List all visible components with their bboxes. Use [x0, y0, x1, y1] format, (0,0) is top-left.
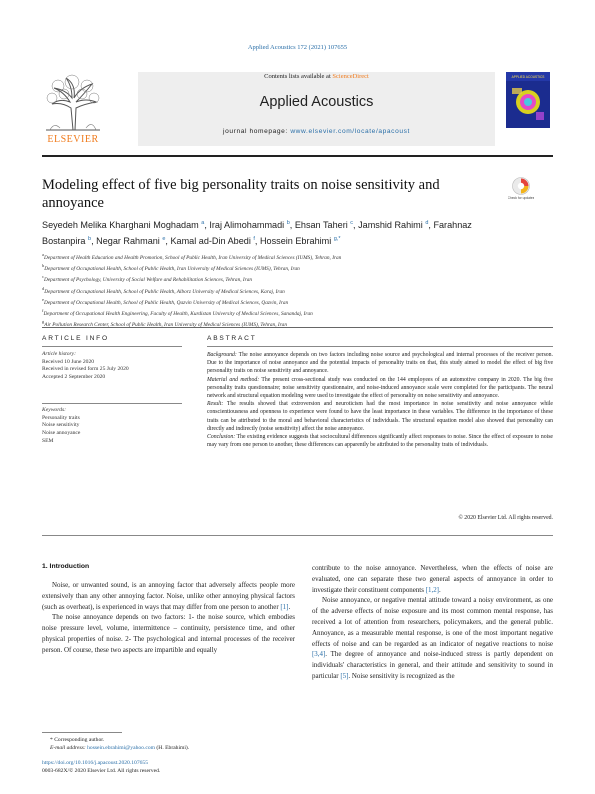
- author-2[interactable]: Iraj Alimohammadi $^b$: [209, 220, 290, 231]
- author-4[interactable]: Jamshid Rahimi $^d$: [358, 220, 429, 231]
- affiliation-g: $^g$Air Pollution Research Center, School of Public Health, Iran University of Medical Sciences (IUMS), Tehran, Iran: [42, 319, 287, 328]
- abstract-divider: [42, 535, 553, 536]
- abstract-heading: ABSTRACT: [207, 335, 257, 342]
- citation-link[interactable]: [1]: [280, 602, 289, 611]
- corresponding-author-footnote: [50, 736, 295, 752]
- section-heading-introduction: 1. Introduction: [42, 563, 90, 570]
- contents-line: [138, 73, 495, 80]
- keywords-label: Keywords:: [42, 407, 67, 413]
- affiliation-d: $^d$Department of Occupational Health, School of Public Health, Alborz University of Medical Sciences, Karaj, Iran: [42, 285, 285, 295]
- keywords: [42, 407, 182, 446]
- article-info-rule: [42, 346, 182, 347]
- cover-title: APPLIED ACOUSTICS: [511, 75, 545, 79]
- body-right-column: [312, 563, 553, 682]
- intro-paragraph-continued: contribute to the noise annoyance. Nevertheless, when the effects of noise are evaluated, one can separate these two general aspects of annoyance in order to investigate their constituent components [1,2].: [312, 564, 553, 594]
- affiliation-c: $^c$Department of Psychology, University of Social Welfare and Rehabilitation Sciences, Tehran, Iran: [42, 274, 252, 284]
- issn-line: 0003-682X/© 2020 Elsevier Ltd. All rights reserved.: [42, 768, 161, 775]
- corresponding-label: * Corresponding author.: [50, 737, 105, 743]
- homepage-link[interactable]: www.elsevier.com/locate/apacoust: [290, 128, 410, 135]
- author-8[interactable]: Hossein Ebrahimi $^{g,*}$: [259, 235, 341, 246]
- doi-link[interactable]: https://doi.org/10.1016/j.apacoust.2020.107655: [42, 760, 149, 766]
- journal-citation[interactable]: Applied Acoustics 172 (2021) 107655: [247, 44, 348, 51]
- abstract-rule: [207, 346, 553, 347]
- author-1[interactable]: Seyedeh Melika Kharghani Moghadam $^a$: [42, 220, 205, 231]
- publisher-name[interactable]: ELSEVIER: [47, 134, 99, 145]
- homepage-prefix: journal homepage:: [223, 128, 288, 135]
- journal-title: Applied Acoustics: [259, 94, 374, 110]
- history-revised: Received in revised form 25 July 2020: [42, 366, 129, 373]
- check-badge-label: Check for updates: [508, 196, 534, 200]
- article-history: [42, 351, 182, 382]
- abstract-text: [207, 351, 553, 449]
- abstract-methods: Material and method: The present cross-sectional study was conducted on the 144 employees of an automotive company in 2020. The big five personality traits questionnaire; noise sensitivity questionnaire, and noise-induced annoyance scale were completed for the participants. The neural network and structural equation modeling were used to investigate the effect of personality on noise sensitivity and annoyance.: [207, 376, 553, 400]
- email-line: E-mail address: hossein.ebrahimi@yahoo.com (H. Ebrahimi).: [50, 745, 190, 752]
- history-label: Article history:: [42, 351, 77, 357]
- affiliation-b: $^b$Department of Occupational Health, School of Public Health, Iran University of Medical Sciences (IUMS), Tehran, Iran: [42, 263, 300, 272]
- intro-paragraph-1: Noise, or unwanted sound, is an annoying factor that adversely affects people more extensively than any other annoying factor. Noise, unlike other annoying physical factors (such as overheat), is experienced in ways that may differ from one person to another [1].: [42, 581, 295, 611]
- header-divider: [42, 155, 553, 157]
- affiliation-f: $^f$Department of Occupational Health Engineering, Faculty of Health, Kurdistan University of Medical Sciences, Sanandaj, Iran: [42, 307, 313, 317]
- affiliation-list: [42, 251, 512, 329]
- history-accepted: Accepted 2 September 2020: [42, 374, 106, 381]
- author-3[interactable]: Ehsan Taheri $^c$: [294, 220, 354, 231]
- author-7[interactable]: Kamal ad-Din Abedi $^f$: [170, 235, 255, 246]
- author-list: Seyedeh Melika Kharghani Moghadam $^a$, Iraj Alimohammadi $^b$, Ehsan Taheri $^c$, Jamshid Rahimi $^d$, Farahnaz Bostanpira $^b$, Negar Rahmani $^e$, Kamal ad-Din Abedi $^f$, Hossein Ebrahimi $^{g,*}$: [42, 220, 472, 246]
- citation-link[interactable]: [1,2]: [425, 585, 439, 594]
- journal-cover-image[interactable]: [506, 72, 550, 128]
- email-link[interactable]: hossein.ebrahimi@yahoo.com: [87, 745, 156, 752]
- journal-homepage: [138, 128, 495, 135]
- history-received: Received 10 June 2020: [42, 358, 95, 365]
- affiliation-e: $^e$Department of Occupational Health, School of Public Health, Qazvin University of Medical Sciences, Qazvin, Iran: [42, 296, 289, 306]
- article-info-heading: ARTICLE INFO: [42, 335, 109, 342]
- affiliations-divider: [42, 327, 553, 328]
- abstract-results: Result: The results showed that extroversion and neuroticism had the most importance in noise sensitivity and noise annoyance while conscientiousness and openness to experience were found to have the least importance in these variables. The difference in the importance of these traits can be attributed to the moral and behavioral characteristics of individuals. The structural equation model also showed that personality can directly and indirectly (noise sensitivity) affect the noise annoyance.: [207, 401, 553, 432]
- body-left-column: [42, 563, 295, 656]
- author-6[interactable]: Negar Rahmani $^e$: [96, 235, 166, 246]
- intro-paragraph-3: Noise annoyance, or negative mental attitude toward a noisy environment, as one of the adverse effects of noise exposure and its most common mental response, has received a lot of attention from researchers, policymakers, and the general public. Annoyance, as a measurable mental response, is one of the most important negative effects of noise and can be regarded as an indicator of negative reactions to noise [3,4]. The degree of annoyance and noise-induced stress is partly dependent on individuals' characteristics in general, and their attitude and sensitivity to sound in particular [5]. Noise sensitivity is recognized as the: [312, 596, 553, 680]
- footnote-rule: [42, 732, 122, 733]
- article-info-rule-2: [42, 403, 182, 404]
- doi-block: [42, 759, 302, 775]
- elsevier-tree-logo: [42, 72, 104, 134]
- affiliation-a: $^a$Department of Health Education and Health Promotion, School of Public Health, Iran University of Medical Sciences (IUMS), Tehran, Iran: [42, 252, 342, 261]
- author-5[interactable]: Farahnaz Bostanpira $^b$: [42, 220, 472, 246]
- sciencedirect-link[interactable]: ScienceDirect: [332, 73, 369, 80]
- keyword-item: SEM: [42, 437, 54, 444]
- check-for-updates-badge[interactable]: [508, 176, 534, 204]
- citation-link[interactable]: [5]: [340, 671, 349, 680]
- keyword-item: Noise sensitivity: [42, 422, 80, 429]
- citation-link[interactable]: [3,4]: [312, 650, 326, 659]
- abstract-background: Background: The noise annoyance depends on two factors including noise source and psychological and internal processes of the receiver person. Due to the importance of noise annoyance and the potential impacts of personality traits on that, this study aimed to model the effect of big five personality traits on noise sensitivity and annoyance.: [207, 352, 553, 375]
- keyword-item: Noise annoyance: [42, 430, 81, 437]
- abstract-conclusion: Conclusion: The existing evidence suggests that sociocultural differences significantly affect responses to noise. Since the effect of exposure to noise may vary from one person to another, these differences can apparently be attributed to the personality traits of individuals.: [207, 434, 553, 449]
- keyword-item: Personality traits: [42, 414, 80, 421]
- contents-prefix: Contents lists available at: [264, 73, 331, 80]
- article-title: Modeling effect of five big personality traits on noise sensitivity and annoyance: [42, 177, 440, 211]
- intro-paragraph-2: The noise annoyance depends on two factors: 1- the noise source, which embodies noise pressure level, volume, intermittence – continuity, persistence time, and other physical properties of noise. 2- The psychological and internal processes of the receiver person. Of course, these two aspects are impartible and equally: [42, 613, 295, 654]
- abstract-copyright: © 2020 Elsevier Ltd. All rights reserved.: [458, 515, 553, 521]
